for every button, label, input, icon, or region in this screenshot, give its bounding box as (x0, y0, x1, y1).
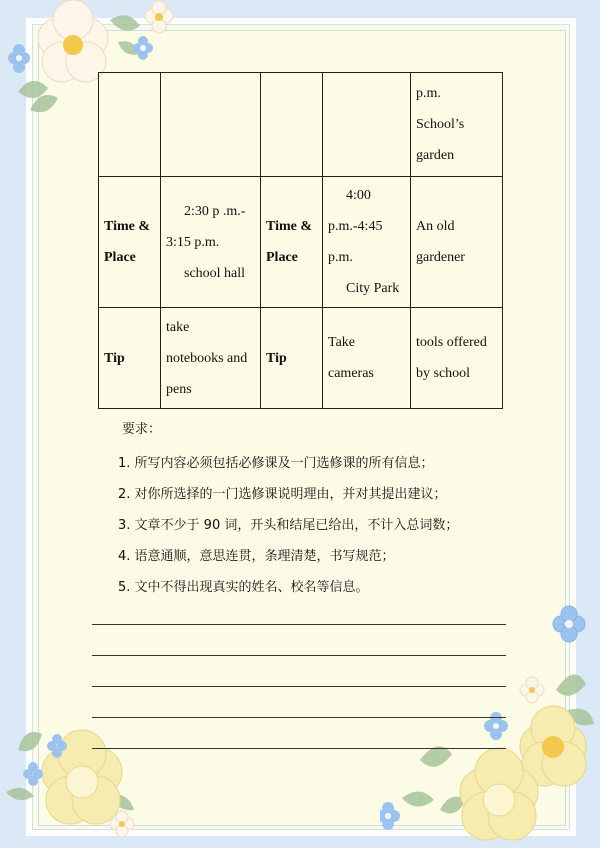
table-cell (161, 308, 261, 409)
cell-line: Time & (104, 219, 151, 234)
table-cell (161, 73, 261, 177)
writing-line[interactable] (92, 686, 506, 687)
time-place-label (99, 177, 161, 308)
writing-line[interactable] (92, 717, 506, 718)
cell-line: 2:30 p .m.- (184, 203, 246, 219)
cell-line: p.m. (416, 86, 441, 101)
writing-line[interactable] (92, 748, 506, 749)
cell-line: gardener (416, 250, 465, 265)
table-cell (411, 177, 503, 308)
cell-line: Place (104, 250, 136, 265)
cell-line: An old (416, 219, 455, 234)
cell-line: cameras (328, 366, 374, 381)
schedule-table (98, 72, 503, 409)
requirement-item: 3. 文章不少于 90 词，开头和结尾已给出，不计入总词数； (118, 518, 459, 533)
cell-line: school hall (184, 265, 246, 281)
table-cell (261, 73, 323, 177)
table-cell (99, 73, 161, 177)
cell-line: 3:15 p.m. (166, 234, 220, 250)
cell-line: Place (266, 250, 298, 265)
cell-line: pens (166, 381, 192, 397)
table-cell (323, 177, 411, 308)
table-row (99, 177, 503, 308)
requirement-item: 2. 对你所选择的一门选修课说明理由，并对其提出建议； (118, 487, 447, 502)
requirement-item: 1. 所写内容必须包括必修课及一门选修课的所有信息； (118, 456, 434, 471)
cell-line: 4:00 (346, 188, 371, 203)
right-blue-flower-icon (544, 600, 594, 650)
cell-line: Time & (266, 219, 313, 234)
cell-line: garden (416, 148, 455, 163)
writing-line[interactable] (92, 655, 506, 656)
cell-line: tools offered (416, 335, 487, 350)
table-row (99, 308, 503, 409)
cell-line: Take (328, 335, 356, 350)
requirement-item: 5. 文中不得出现真实的姓名、校名等信息。 (118, 580, 369, 595)
requirements-title: 要求： (122, 422, 162, 437)
table-row (99, 73, 503, 177)
cell-line: by school (416, 366, 471, 381)
requirement-item: 4. 语意通顺，意思连贯，条理清楚，书写规范； (118, 549, 395, 564)
requirements-section (118, 418, 518, 603)
table-cell (161, 177, 261, 308)
bottom-right-flowers-icon (380, 650, 600, 848)
writing-line[interactable] (92, 624, 506, 625)
cell-line: City Park (346, 281, 400, 296)
cell-line: notebooks and (166, 350, 248, 366)
table-cell (411, 73, 503, 177)
table-cell (323, 308, 411, 409)
cell-line: take (166, 319, 190, 335)
tip-label: Tip (99, 308, 161, 409)
table-cell (411, 308, 503, 409)
cell-line: School’s (416, 117, 465, 132)
table-cell (323, 73, 411, 177)
cell-line: p.m.-4:45 (328, 219, 383, 234)
bottom-left-flowers-icon (0, 710, 150, 848)
time-place-label (261, 177, 323, 308)
tip-label: Tip (261, 308, 323, 409)
cell-line: p.m. (328, 250, 353, 265)
